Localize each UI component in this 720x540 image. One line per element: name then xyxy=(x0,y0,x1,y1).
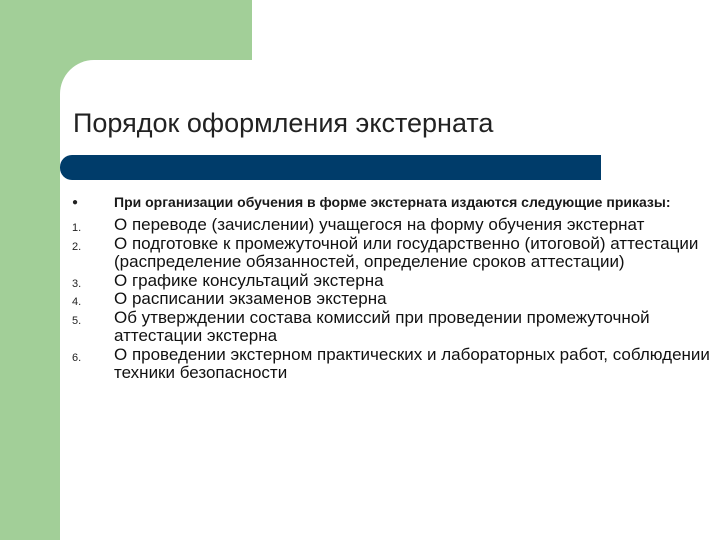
list-item-text: О графике консультаций экстерна xyxy=(114,270,384,290)
list-item-number: 2. xyxy=(72,240,82,253)
list-item-text: О подготовке к промежуточной или государственно (итоговой) аттестации (распределение обязанностей, определение сроков аттестации) xyxy=(114,233,699,271)
list-item-number: 3. xyxy=(72,277,82,290)
list-item-number: 4. xyxy=(72,296,82,308)
list-item xyxy=(72,216,718,235)
title-underline-bar xyxy=(60,155,601,180)
list-item-number: 6. xyxy=(72,351,82,364)
list-item-number: 5. xyxy=(72,314,82,327)
list-item xyxy=(72,272,718,291)
slide-title: Порядок оформления экстерната xyxy=(73,108,494,138)
list-item xyxy=(72,309,718,346)
list-intro-text: При организации обучения в форме экстерната издаются следующие приказы: xyxy=(114,194,671,210)
list-item-text: Об утверждении состава комиссий при проведении промежуточной аттестации экстерна xyxy=(114,307,650,345)
list-item xyxy=(72,346,718,383)
list-item-number: 1. xyxy=(72,222,82,234)
bullet-list xyxy=(72,194,718,383)
list-item-text: О переводе (зачислении) учащегося на форму обучения экстернат xyxy=(114,215,645,234)
decor-green-strip-left xyxy=(0,0,60,540)
list-item-text: О проведении экстерном практических и лабораторных работ, соблюдении техники безопасности xyxy=(114,344,710,382)
list-item xyxy=(72,235,718,272)
bullet-dot-icon: ● xyxy=(72,197,79,208)
list-item-text: О расписании экзаменов экстерна xyxy=(114,289,387,308)
list-item xyxy=(72,290,718,309)
list-intro-item xyxy=(72,194,718,211)
